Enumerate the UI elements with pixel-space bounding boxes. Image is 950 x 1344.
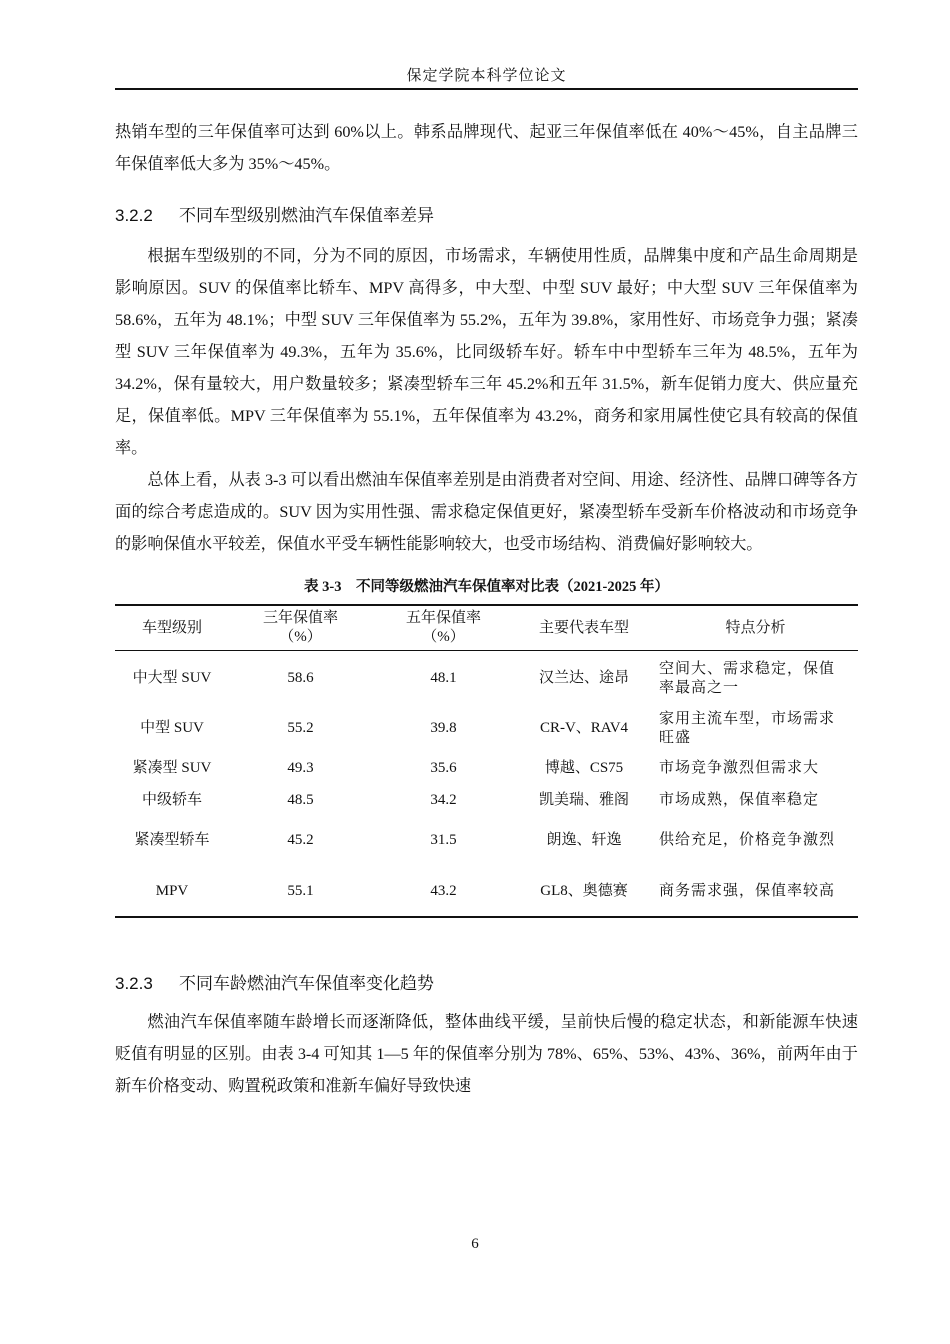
- cell-level: 中大型 SUV: [132, 670, 212, 687]
- header-models: 主要代表车型: [538, 619, 629, 636]
- cell-models: 博越、CS75: [544, 760, 624, 776]
- header-three-year: 三年保值率 （%）: [262, 610, 338, 645]
- cell-feature: 空间大、需求稳定，保值率最高之一: [659, 660, 836, 696]
- cell-five-year: 48.1: [430, 670, 457, 687]
- table-caption: 表 3-3 不同等级燃油汽车保值率对比表（2021-2025 年）: [304, 579, 669, 595]
- table-row: [115, 651, 858, 707]
- cell-level: MPV: [155, 882, 189, 899]
- section-3-2-2-paragraph-2: 总体上看，从表 3-3 可以看出燃油车保值率差别是由消费者对空间、用途、经济性、品牌口碑等各方面的综合考虑造成的。SUV 因为实用性强、需求稳定保值更好，紧凑型轿车受新车价格波动和市场竞争的影响保值水平较差，保值水平受车辆性能影响较大，也受市场结构、消费偏好影响较大。: [115, 471, 858, 553]
- cell-three-year: 55.2: [287, 720, 314, 736]
- cell-models: 凯美瑞、雅阁: [538, 792, 629, 808]
- section-title: 不同车龄燃油汽车保值率变化趋势: [179, 973, 434, 993]
- section-number: 3.2.3: [115, 973, 153, 993]
- section-heading-3-2-2: [115, 200, 858, 232]
- cell-level: 紧凑型轿车: [134, 832, 210, 848]
- cell-level: 紧凑型 SUV: [132, 760, 212, 776]
- cell-five-year: 31.5: [430, 832, 457, 848]
- header-five-year: 五年保值率 （%）: [405, 610, 481, 645]
- section-heading-3-2-3: [115, 968, 858, 1000]
- cell-level: 中型 SUV: [140, 720, 204, 736]
- cell-models: 汉兰达、途昂: [538, 670, 629, 687]
- intro-paragraph: 热销车型的三年保值率可达到 60%以上。韩系品牌现代、起亚三年保值率低在 40%～45%，自主品牌三年保值率低大多为 35%～45%。: [115, 123, 858, 173]
- retention-table: [115, 604, 858, 918]
- section-3-2-2-paragraph-1: 根据车型级别的不同，分为不同的原因，市场需求，车辆使用性质，品牌集中度和产品生命周期是影响原因。SUV 的保值率比轿车、MPV 高得多，中大型、中型 SUV 最好；中大型 SUV 三年保值率为 58.6%，五年为 48.1%；中型 SUV 三年保值率为 55.2%，五年为 39.8%，家用性好、市场竞争力强；紧凑型 SUV 三年保值率为 49.3%，五年为 35.6%，比同级轿车好。轿车中中型轿车三年为 48.5%，五年为 34.2%，保有量较大，用户数量较多；紧凑型轿车三年 45.2%和五年 31.5%，新车促销力度大、供应量充足，保值率低。MPV 三年保值率为 55.1%，五年保值率为 43.2%，商务和家用属性使它具有较高的保值率。: [115, 247, 858, 457]
- cell-three-year: 58.6: [287, 670, 314, 687]
- cell-three-year: 45.2: [287, 832, 314, 848]
- section-title: 不同车型级别燃油汽车保值率差异: [179, 206, 434, 225]
- cell-feature: 市场成熟，保值率稳定: [659, 792, 820, 808]
- page-content: [115, 116, 858, 1102]
- cell-feature: 家用主流车型，市场需求旺盛: [659, 710, 836, 746]
- header-level: 车型级别: [141, 619, 202, 636]
- section-number: 3.2.2: [115, 206, 153, 225]
- table-row: [115, 707, 858, 751]
- header-feature: 特点分析: [725, 619, 786, 636]
- page-number: 6: [471, 1236, 479, 1252]
- cell-models: GL8、奥德赛: [540, 882, 628, 899]
- table-row: [115, 751, 858, 787]
- cell-models: 朗逸、轩逸: [546, 832, 622, 848]
- cell-models: CR-V、RAV4: [539, 720, 629, 736]
- cell-five-year: 43.2: [430, 882, 457, 899]
- table-row: [115, 787, 858, 815]
- section-3-2-3-paragraph-1: 燃油汽车保值率随车龄增长而逐渐降低，整体曲线平缓，呈前快后慢的稳定状态，和新能源车快速贬值有明显的区别。由表 3-4 可知其 1—5 年的保值率分别为 78%、65%、53%、43%、36%，前两年由于新车价格变动、购置税政策和准新车偏好导致快速: [115, 1012, 858, 1095]
- cell-level: 中级轿车: [141, 792, 202, 808]
- cell-feature: 商务需求强，保值率较高: [659, 882, 836, 899]
- cell-feature: 供给充足，价格竞争激烈: [659, 832, 836, 848]
- cell-three-year: 49.3: [287, 760, 314, 776]
- table-header-row: [115, 605, 858, 651]
- cell-five-year: 35.6: [430, 760, 457, 776]
- cell-three-year: 48.5: [287, 792, 314, 808]
- cell-five-year: 39.8: [430, 720, 457, 736]
- cell-five-year: 34.2: [430, 792, 457, 808]
- page-header: 保定学院本科学位论文: [115, 64, 858, 90]
- table-row: [115, 867, 858, 917]
- cell-feature: 市场竞争激烈但需求大: [659, 760, 820, 776]
- table-row: [115, 815, 858, 867]
- cell-three-year: 55.1: [287, 882, 314, 899]
